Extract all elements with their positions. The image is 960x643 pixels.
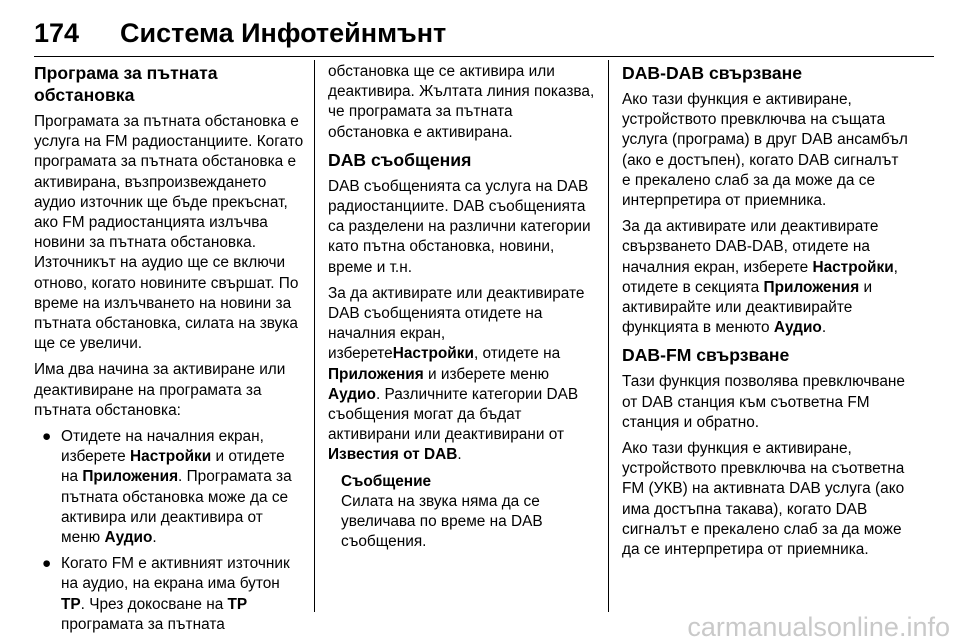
section-heading-dab-announcements: DAB съобщения (328, 149, 472, 170)
text-run: . Чрез докосване на (80, 595, 228, 613)
chapter-title: Система Инфотейнмънт (120, 18, 447, 48)
bullet-icon: ● (42, 428, 52, 446)
note-title: Съобщение (341, 472, 432, 490)
text-run: програмата за пътната (61, 615, 225, 633)
menu-term-audio: Аудио (328, 385, 376, 403)
list-item (34, 554, 304, 635)
text-run: . Програмата за пътната обстановка може да се активира или деактивира от меню (61, 468, 292, 547)
page-header (34, 0, 934, 60)
section-heading-traffic-program: Програма за пътната обстановка (34, 63, 218, 105)
paragraph-two-ways: Има два начина за активиране или деактивиране на програмата за пътната обстановка: (34, 361, 286, 419)
paragraph-dab-intro: DAB съобщенията са услуга на DAB радиостанциите. DAB съобщенията са разделени на различни категории като пътна обстановка, новини, време и т.н. (328, 177, 591, 276)
page-number: 174 (34, 18, 80, 48)
bullet-icon: ● (42, 555, 52, 573)
text-run: . (457, 446, 462, 464)
column-divider-2 (608, 60, 609, 612)
text-run: . (152, 529, 157, 547)
text-run: . Различните категории DAB съобщения могат да бъдат активирани или деактивирани от (328, 385, 579, 444)
menu-term-audio: Аудио (104, 529, 153, 547)
menu-term-settings: Настройки (812, 258, 894, 276)
section-heading-dab-dab-linking: DAB-DAB свързване (622, 63, 803, 83)
text-run: Отидете на началния екран, изберете (61, 428, 264, 466)
menu-term-settings: Настройки (130, 448, 212, 466)
text-run: , отидете на (473, 345, 561, 363)
list-item (34, 427, 304, 548)
paragraph-dab-dab-intro: Ако тази функция е активиране, устройството превключва на същата услуга (програма) в друг DAB ансамбъл (ако е достъпен), когато DAB сигналът е прекалено слаб за да може да се интерпретира от приемника. (622, 91, 908, 210)
header-rule (34, 56, 934, 57)
paragraph-continued: обстановка ще се активира или деактивира. Жълтата линия показва, че програмата за пътната обстановка е активирана. (328, 63, 595, 141)
paragraph-traffic-intro: Програмата за пътната обстановка е услуга на FM радиостанциите. Когато програмата за пътната обстановка е активирана, възпроизвеждането аудио източник ще бъде прекъснат, ако FM радиостанцията излъчва новини за пътната обстановка. Източникът на аудио ще се включи отново, когато новините свършат. По време на излъчването на новини за пътната обстановка, силата на звука ще се увеличи. (34, 113, 304, 353)
text-run: За да активирате или деактивирате DAB съобщенията отидете на началния екран, изберете (328, 284, 585, 363)
paragraph-dab-fm-detail: Ако тази функция е активиране, устройството превключва на съответна FM (УКВ) на активната DAB услуга (ако има достъпна такава), когато DAB сигналът е прекалено слаб за да може да се интерпретира от приемника. (622, 440, 905, 559)
note-box (328, 472, 596, 553)
paragraph-dab-activate (328, 284, 596, 466)
button-term-tp: TP (61, 595, 81, 613)
watermark-logo: carmanualsonline.info (687, 612, 950, 642)
text-run: , отидете в секцията (622, 258, 898, 296)
text-run: За да активирате или деактивирате свързването DAB-DAB, отидете на началния екран, изберете (622, 218, 879, 276)
column-2 (328, 62, 596, 552)
menu-term-settings: Настройки (392, 345, 474, 363)
button-term-tp: TP (227, 595, 248, 613)
paragraph-dab-fm-intro: Тази функция позволява превключване от DAB станция към съответна FM станция и обратно. (622, 373, 905, 431)
menu-term-dab-notifications: Известия от DAB (328, 446, 458, 464)
menu-term-applications: Приложения (328, 365, 424, 383)
column-1 (34, 62, 304, 641)
text-run: Когато FM е активният източник на аудио, на екрана има бутон (61, 555, 290, 593)
text-run: и отидете на (61, 448, 285, 486)
menu-term-applications: Приложения (763, 278, 860, 296)
note-text: Силата на звука няма да се увеличава по време на DAB съобщения. (341, 492, 543, 551)
text-run: и изберете меню (423, 365, 550, 383)
column-3 (622, 62, 908, 566)
column-divider-1 (314, 60, 315, 612)
menu-term-audio: Аудио (773, 319, 822, 337)
paragraph-dab-dab-activate (622, 217, 908, 338)
section-heading-dab-fm-linking: DAB-FM свързване (622, 345, 790, 366)
bullet-list (34, 427, 304, 635)
menu-term-applications: Приложения (82, 468, 179, 486)
text-run: и активирайте или деактивирайте функцията в менюто (622, 278, 873, 337)
text-run: . (821, 319, 827, 337)
